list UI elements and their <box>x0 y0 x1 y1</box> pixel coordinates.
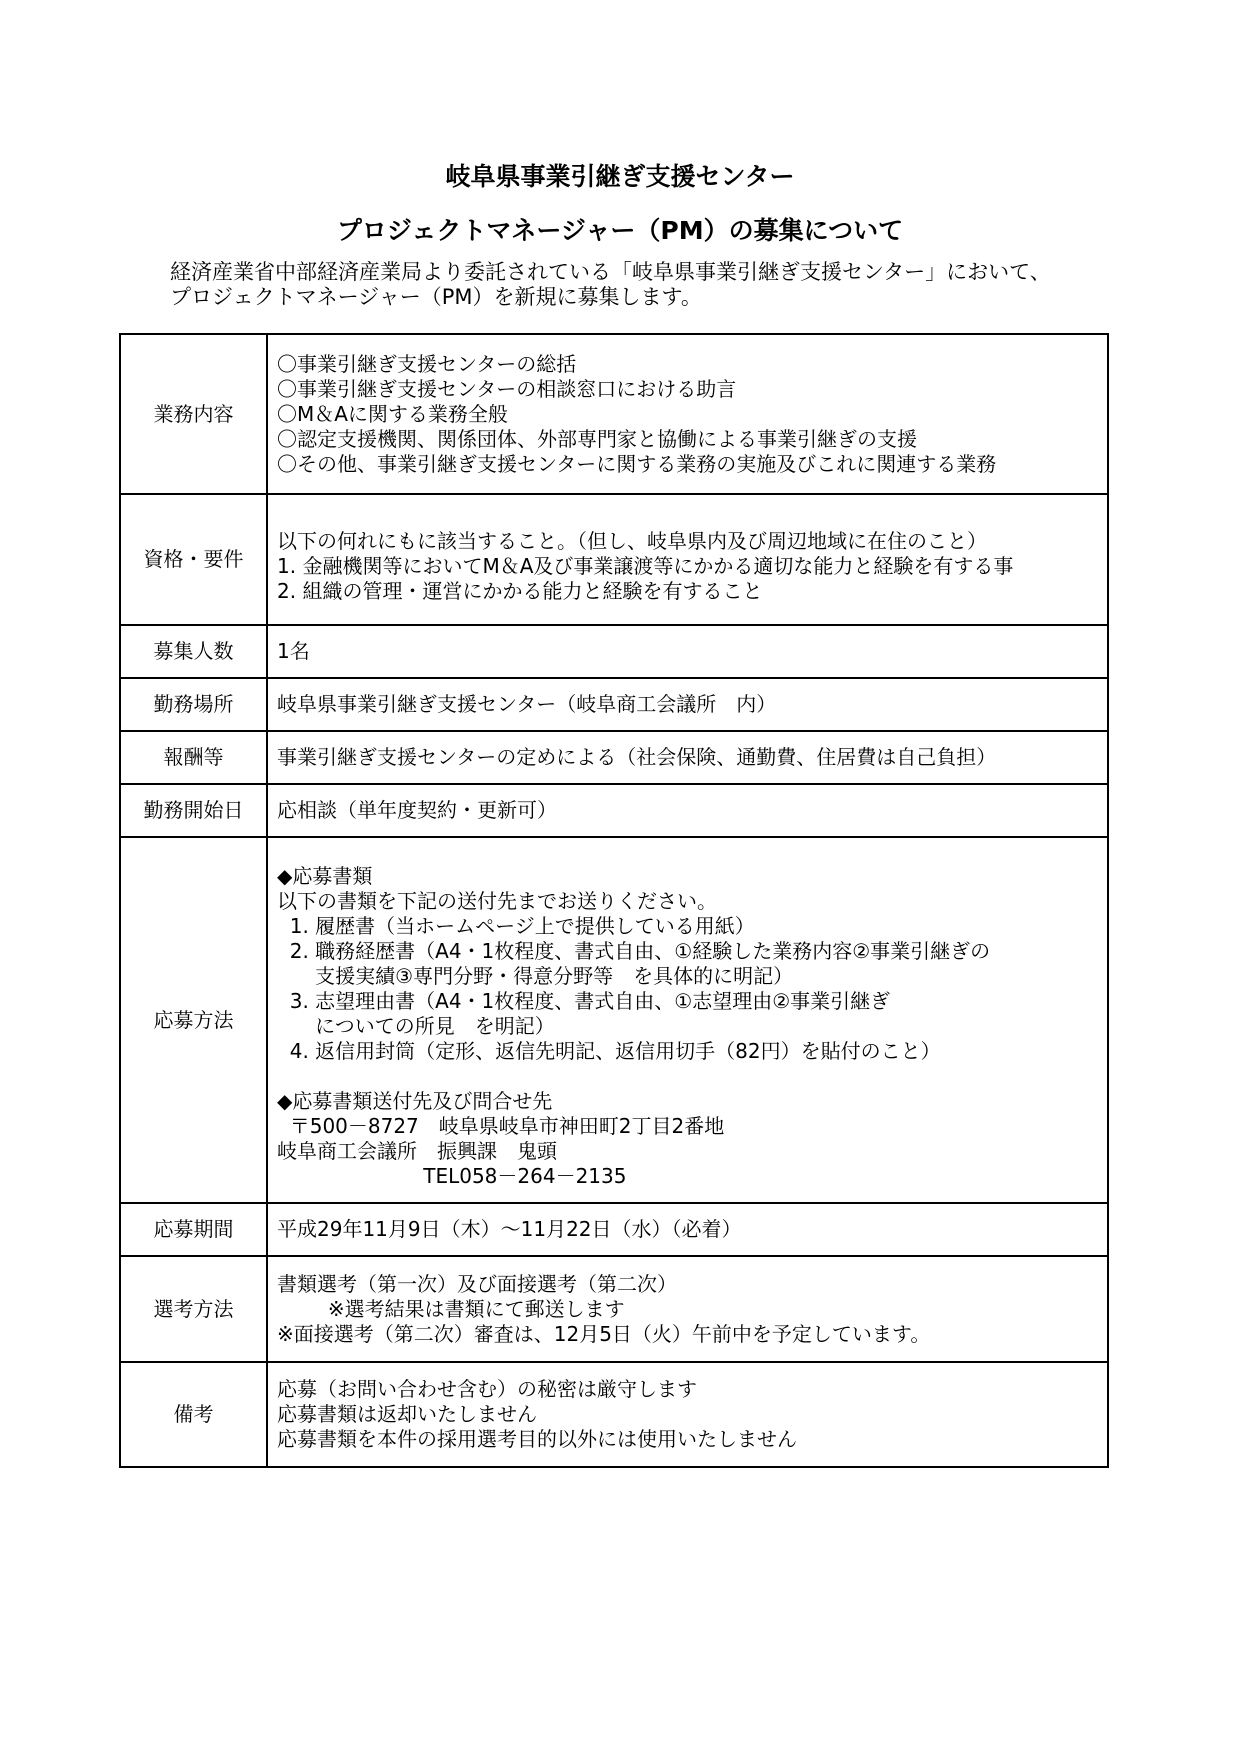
row-remarks <box>120 1362 1108 1467</box>
compensation-label: 報酬等 <box>120 731 267 784</box>
headcount-label: 募集人数 <box>120 625 267 678</box>
spacer <box>277 1064 1103 1089</box>
contact-line: 岐阜商工会議所 振興課 鬼頭 <box>277 1139 557 1163</box>
apply-line: 支援実績③専門分野・得意分野等 を具体的に明記） <box>277 964 794 988</box>
row-qualification <box>120 494 1108 625</box>
qualification-content <box>267 494 1108 625</box>
contact-line: ◆応募書類送付先及び問合せ先 <box>277 1089 553 1113</box>
page-subtitle: プロジェクトマネージャー（PM）の募集について <box>336 216 904 245</box>
remarks-line: 応募書類は返却いたしません <box>277 1402 537 1426</box>
start-date-label: 勤務開始日 <box>120 784 267 837</box>
qualification-line: 2. 組織の管理・運営にかかる能力と経験を有すること <box>277 578 763 603</box>
row-selection-method <box>120 1256 1108 1362</box>
business-label: 業務内容 <box>120 334 267 494</box>
row-business <box>120 334 1108 494</box>
remarks-line: 応募（お問い合わせ含む）の秘密は厳守します <box>277 1377 697 1401</box>
headcount-value: 1名 <box>267 625 1108 678</box>
business-line: 〇事業引継ぎ支援センターの相談窓口における助言 <box>277 376 737 401</box>
business-line: 〇事業引継ぎ支援センターの総括 <box>277 351 577 376</box>
contact-line: TEL058－264－2135 <box>277 1164 627 1188</box>
selection-line: ※選考結果は書類にて郵送します <box>277 1296 625 1321</box>
business-line: 〇認定支援機関、関係団体、外部専門家と協働による事業引継ぎの支援 <box>277 426 917 451</box>
apply-method-content <box>267 837 1108 1203</box>
qualification-line: 1. 金融機関等においてM＆A及び事業譲渡等にかかる適切な能力と経験を有する事 <box>277 553 1014 578</box>
page-title: 岐阜県事業引継ぎ支援センター <box>445 162 795 191</box>
row-application-period <box>120 1203 1108 1256</box>
selection-line: ※面接選考（第二次）審査は、12月5日（火）午前中を予定しています。 <box>277 1321 931 1346</box>
intro-text-line-2: プロジェクトマネージャー（PM）を新規に募集します。 <box>170 285 702 309</box>
row-start-date <box>120 784 1108 837</box>
location-label: 勤務場所 <box>120 678 267 731</box>
row-compensation <box>120 731 1108 784</box>
start-date-value: 応相談（単年度契約・更新可） <box>267 784 1108 837</box>
remarks-label: 備考 <box>120 1362 267 1467</box>
apply-line: についての所見 を明記） <box>277 1014 555 1038</box>
apply-line: 4. 返信用封筒（定形、返信先明記、返信用切手（82円）を貼付のこと） <box>277 1039 941 1063</box>
remarks-line: 応募書類を本件の採用選考目的以外には使用いたしません <box>277 1427 797 1451</box>
row-location <box>120 678 1108 731</box>
selection-line: 書類選考（第一次）及び面接選考（第二次） <box>277 1271 677 1296</box>
row-apply-method <box>120 837 1108 1203</box>
compensation-value: 事業引継ぎ支援センターの定めによる（社会保険、通勤費、住居費は自己負担） <box>267 731 1108 784</box>
apply-line: 1. 履歴書（当ホームページ上で提供している用紙） <box>277 914 755 938</box>
business-content <box>267 334 1108 494</box>
apply-method-label: 応募方法 <box>120 837 267 1203</box>
application-period-value: 平成29年11月9日（木）～11月22日（水）（必着） <box>267 1203 1108 1256</box>
application-period-label: 応募期間 <box>120 1203 267 1256</box>
business-line: 〇M＆Aに関する業務全般 <box>277 401 508 426</box>
selection-method-label: 選考方法 <box>120 1256 267 1362</box>
selection-method-content <box>267 1256 1108 1362</box>
recruitment-table <box>119 333 1109 1468</box>
location-value: 岐阜県事業引継ぎ支援センター（岐阜商工会議所 内） <box>267 678 1108 731</box>
apply-line: ◆応募書類 <box>277 864 373 888</box>
row-headcount <box>120 625 1108 678</box>
apply-line: 以下の書類を下記の送付先までお送りください。 <box>277 889 717 913</box>
apply-line: 2. 職務経歴書（A4・1枚程度、書式自由、①経験した業務内容②事業引継ぎの <box>277 939 991 963</box>
qualification-label: 資格・要件 <box>120 494 267 625</box>
intro-text-line-1: 経済産業省中部経済産業局より委託されている「岐阜県事業引継ぎ支援センター」において、 <box>170 260 1051 284</box>
apply-line: 3. 志望理由書（A4・1枚程度、書式自由、①志望理由②事業引継ぎ <box>277 989 891 1013</box>
remarks-content <box>267 1362 1108 1467</box>
contact-line: 〒500－8727 岐阜県岐阜市神田町2丁目2番地 <box>277 1114 725 1138</box>
business-line: 〇その他、事業引継ぎ支援センターに関する業務の実施及びこれに関連する業務 <box>277 451 997 476</box>
qualification-line: 以下の何れにもに該当すること。（但し、岐阜県内及び周辺地域に在住のこと） <box>277 528 987 553</box>
